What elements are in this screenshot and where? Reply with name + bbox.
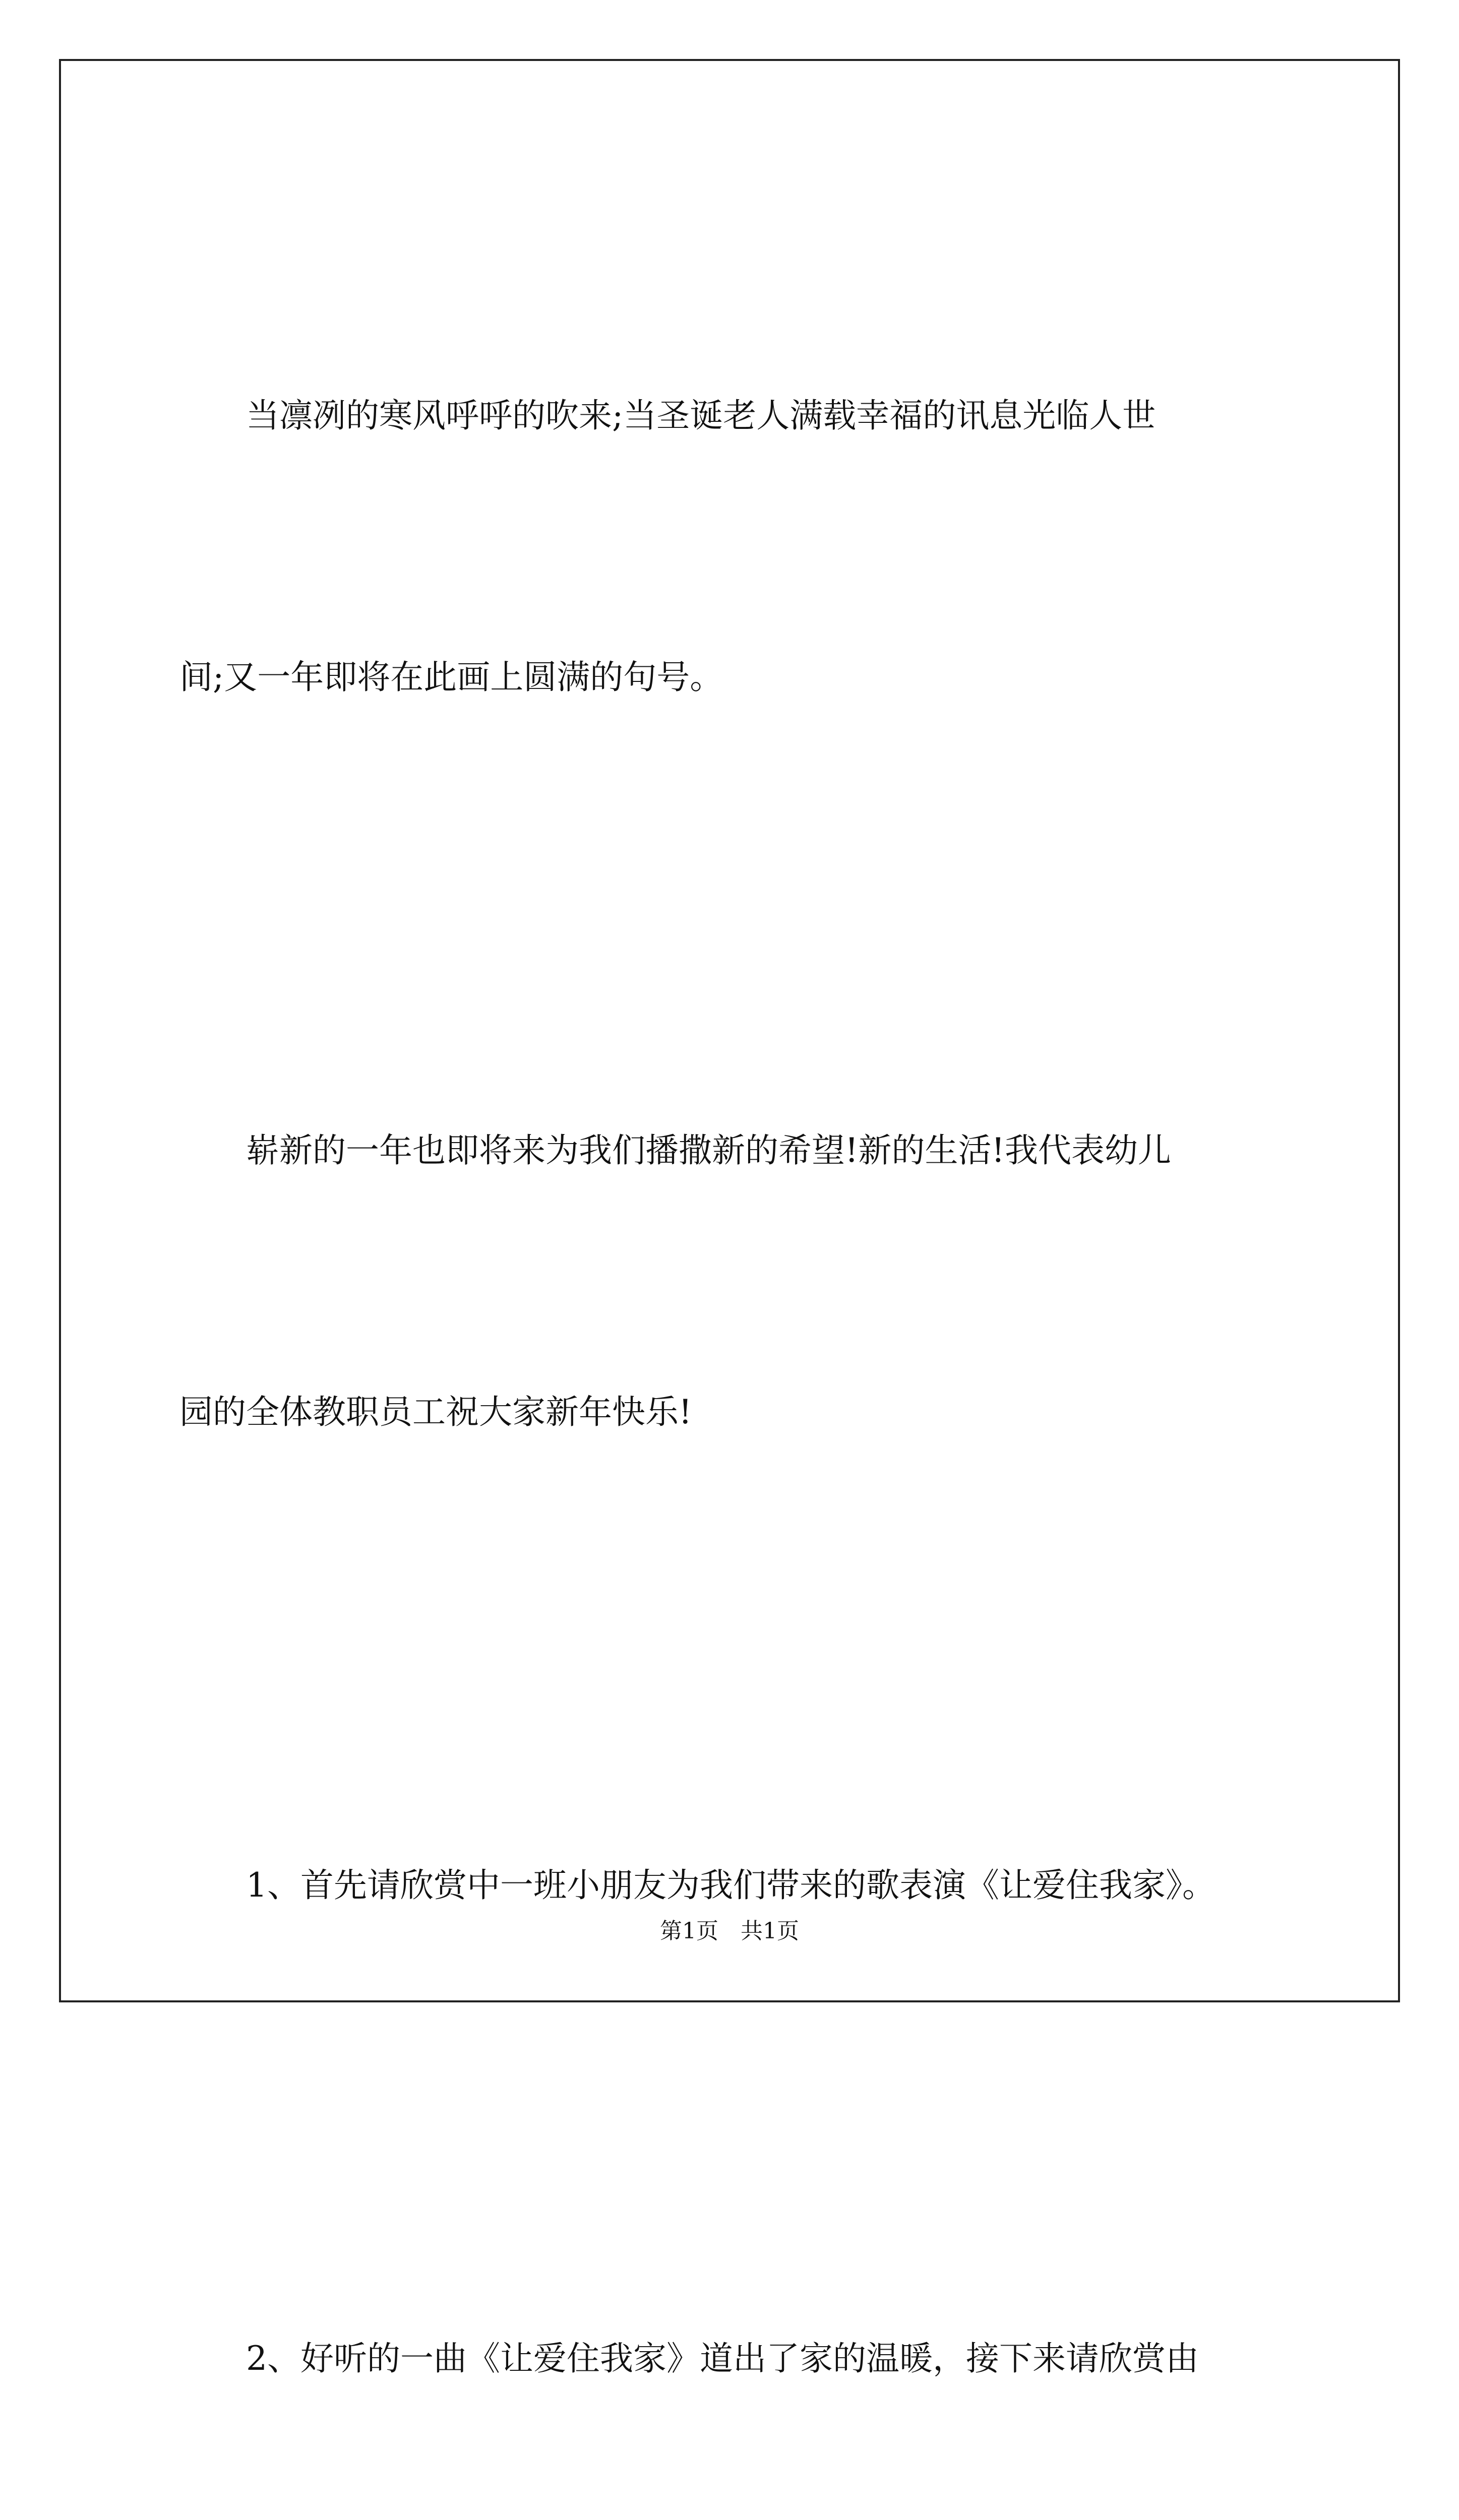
- page-footer: 第1页 共1页: [660, 1918, 799, 1944]
- text-line: 崭新的一年也即将来为我们播撒新的希望!新的生活!我代表幼儿: [246, 1131, 1172, 1170]
- text-line: 间;又一年即将在此画上圆满的句号。: [179, 658, 723, 697]
- paragraph-intro-2: [179, 932, 1289, 1630]
- paragraph-intro-1: [179, 198, 1289, 895]
- paragraph-item-1: [179, 1667, 1289, 2103]
- text-line: 2、好听的一曲《让爱住我家》道出了家的温暖，接下来请欣赏由: [246, 2339, 1199, 2378]
- text-line: 园的全体教职员工祝大家新年快乐!: [179, 1393, 692, 1431]
- document-body: [179, 198, 1289, 2520]
- paragraph-item-2: [179, 2140, 1289, 2520]
- text-line: 当凛冽的寒风呼呼的吹来;当圣诞老人满载幸福的讯息光临人世: [246, 396, 1156, 435]
- text-line: 1、首先请欣赏中一班小朋友为我们带来的歌表演《让爱住我家》。: [246, 1866, 1215, 1905]
